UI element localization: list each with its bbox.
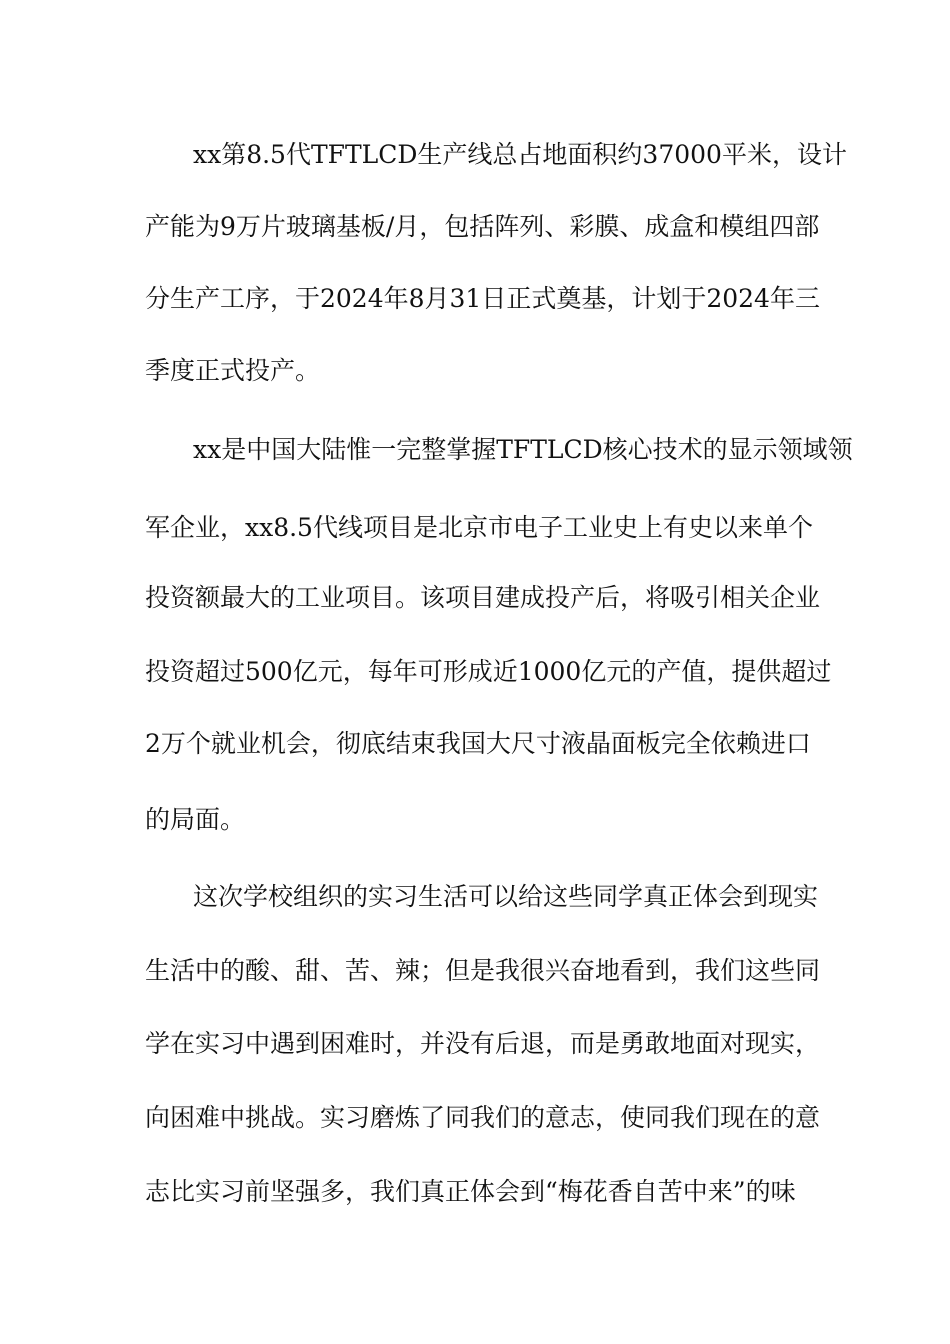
text-line — [0, 724, 950, 764]
line-text: xx是中国大陆惟一完整掌握TFTLCD核心技术的显示领域领 — [193, 435, 853, 464]
text-line — [0, 135, 950, 175]
text-line — [0, 800, 950, 840]
text-line — [0, 207, 950, 247]
text-line — [0, 279, 950, 319]
line-text: 向困难中挑战。实习磨炼了同我们的意志，使同我们现在的意 — [145, 1103, 821, 1132]
text-line — [0, 1024, 950, 1064]
line-text: xx第8.5代TFTLCD生产线总占地面积约37000平米，设计 — [193, 140, 847, 169]
line-text: 的局面。 — [145, 805, 246, 834]
text-line — [0, 1172, 950, 1212]
text-line — [0, 351, 950, 391]
line-text: 分生产工序，于2024年8月31日正式奠基，计划于2024年三 — [145, 284, 820, 313]
text-line — [0, 508, 950, 548]
text-line — [0, 578, 950, 618]
text-line — [0, 1098, 950, 1138]
line-text: 2万个就业机会，彻底结束我国大尺寸液晶面板完全依赖进口 — [145, 729, 811, 758]
line-text: 生活中的酸、甜、苦、辣；但是我很兴奋地看到，我们这些同 — [145, 956, 821, 985]
text-line — [0, 951, 950, 991]
line-text: 学在实习中遇到困难时，并没有后退，而是勇敢地面对现实， — [145, 1029, 821, 1058]
line-text: 志比实习前坚强多，我们真正体会到“梅花香自苦中来”的味 — [145, 1177, 796, 1206]
line-text: 季度正式投产。 — [145, 356, 321, 385]
line-text: 这次学校组织的实习生活可以给这些同学真正体会到现实 — [193, 882, 819, 911]
text-line — [0, 877, 950, 917]
text-line — [0, 430, 950, 470]
line-text: 产能为9万片玻璃基板/月，包括阵列、彩膜、成盒和模组四部 — [145, 212, 820, 241]
line-text: 投资超过500亿元，每年可形成近1000亿元的产值，提供超过 — [145, 657, 832, 686]
text-line — [0, 652, 950, 692]
line-text: 投资额最大的工业项目。该项目建成投产后，将吸引相关企业 — [145, 583, 821, 612]
line-text: 军企业，xx8.5代线项目是北京市电子工业史上有史以来单个 — [145, 513, 813, 542]
